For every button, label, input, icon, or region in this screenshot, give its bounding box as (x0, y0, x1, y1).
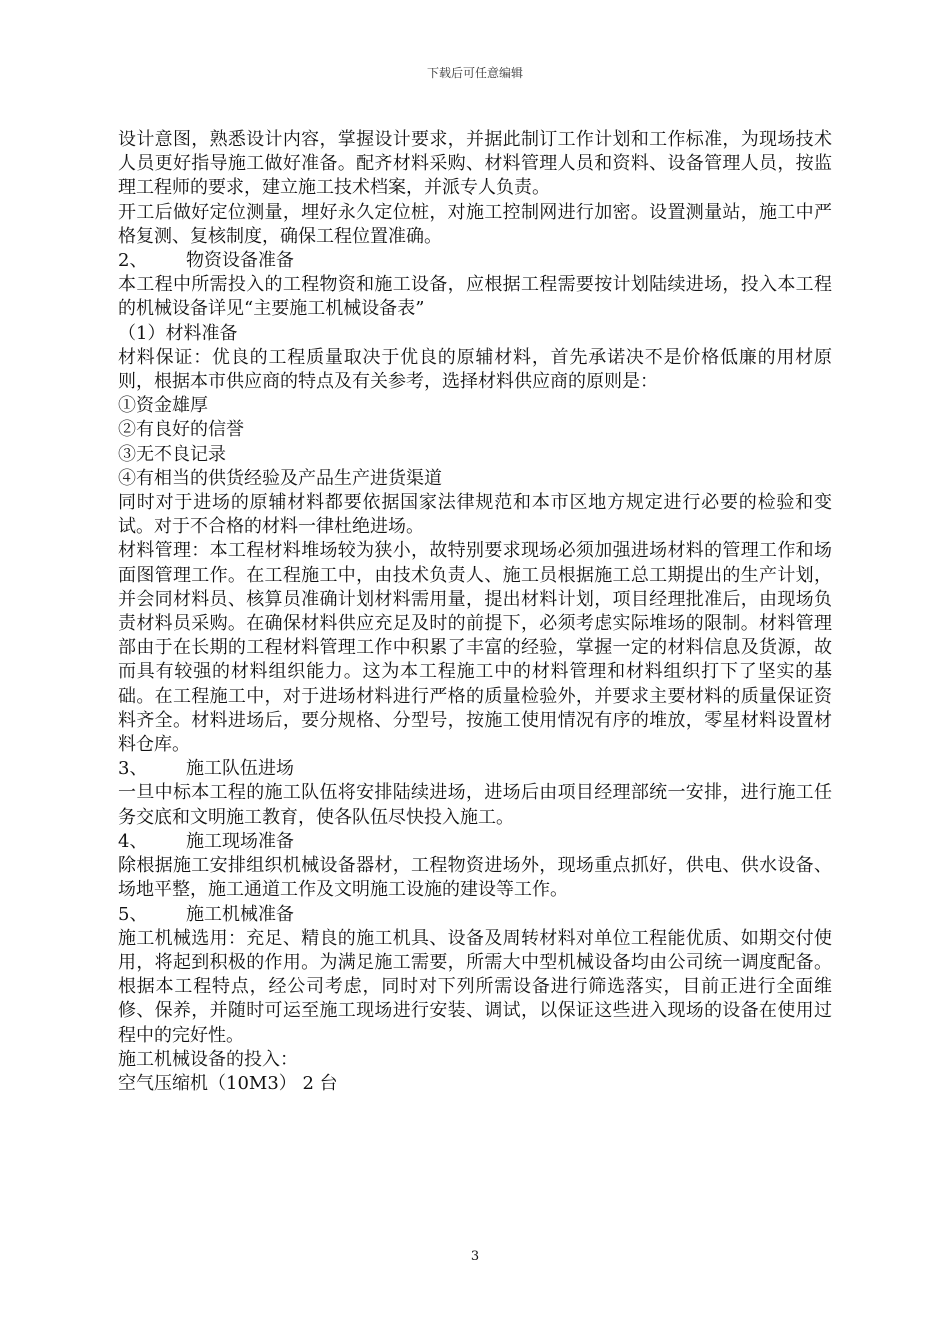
section-number: 2、 (118, 250, 148, 272)
section-heading-materials-equipment (118, 249, 832, 273)
section-heading-crew-entry (118, 757, 832, 781)
paragraph-design-intent: 设计意图，熟悉设计内容，掌握设计要求，并据此制订工作计划和工作标准，为现场技术人员更好指导施工做好准备。配齐材料采购、材料管理人员和资料、设备管理人员，按监理工程师的要求，建立施工技术档案，并派专人负责。 (118, 129, 832, 199)
page-header: 下载后可任意编辑 (426, 66, 523, 80)
paragraph-inspection: 同时对于进场的原辅材料都要依据国家法律规范和本市区地方规定进行必要的检验和变试。对于不合格的材料一律杜绝进场。 (118, 492, 832, 538)
paragraph-material-management: 材料管理：本工程材料堆场较为狭小，故特别要求现场必须加强进场材料的管理工作和场面图管理工作。在工程施工中，由技术负责人、施工员根据施工总工期提出的生产计划，并会同材料员、核算员准确计划材料需用量，提出材料计划，项目经理批准后，由现场负责材料员采购。在确保材料供应充足及时的前提下，必须考虑实际堆场的限制。材料管理部由于在长期的工程材料管理工作中积累了丰富的经验，掌握一定的材料信息及货源，故而具有较强的材料组织能力。这为本工程施工中的材料管理和材料组织打下了坚实的基础。在工程施工中，对于进场材料进行严格的质量检验外，并要求主要材料的质量保证资料齐全。材料进场后，要分规格、分型号，按施工使用情况有序的堆放，零星材料设置材料仓库。 (118, 540, 832, 756)
paragraph-machinery-selection: 施工机械选用：充足、精良的施工机具、设备及周转材料对单位工程能优质、如期交付使用，将起到积极的作用。为满足施工需要，所需大中型机械设备均由公司统一调度配备。根据本工程特点，经公司考虑，同时对下列所需设备进行筛选落实，目前正进行全面维修、保养，并随时可运至施工现场进行安装、调试，以保证这些进入现场的设备在使用过程中的完好性。 (118, 927, 832, 1046)
paragraph-equipment-input: 本工程中所需投入的工程物资和施工设备，应根据工程需要按计划陆续进场，投入本工程的机械设备详见“主要施工机械设备表” (118, 274, 832, 320)
paragraph-site-prep: 除根据施工安排组织机械设备器材，工程物资进场外，现场重点抓好，供电、供水设备、场地平整，施工通道工作及文明施工设施的建设等工作。 (118, 855, 832, 901)
section-heading-machinery-prep (118, 903, 832, 927)
paragraph-machinery-input: 施工机械设备的投入： (118, 1048, 298, 1070)
list-item: ③无不良记录 (118, 443, 226, 465)
list-item: ①资金雄厚 (118, 395, 208, 417)
paragraph-crew-entry: 一旦中标本工程的施工队伍将安排陆续进场，进场后由项目经理部统一安排，进行施工任务交底和文明施工教育，使各队伍尽快投入施工。 (118, 782, 832, 828)
section-title: 施工队伍进场 (186, 758, 294, 780)
page-number: 3 (470, 1249, 480, 1264)
paragraph-survey: 开工后做好定位测量，埋好永久定位桩，对施工控制网进行加密。设置测量站，施工中严格复测、复核制度，确保工程位置准确。 (118, 201, 832, 247)
list-item: ④有相当的供货经验及产品生产进货渠道 (118, 467, 442, 489)
document-body (118, 128, 832, 1096)
section-title: 施工现场准备 (186, 830, 294, 852)
paragraph-air-compressor: 空气压缩机（10M3） 2 台 (118, 1072, 338, 1094)
section-number: 4、 (118, 830, 148, 852)
list-item: ②有良好的信誉 (118, 419, 244, 441)
section-heading-site-prep (118, 830, 832, 854)
section-title: 施工机械准备 (186, 903, 294, 925)
subheading-material-prep: （1）材料准备 (118, 322, 238, 344)
section-title: 物资设备准备 (186, 250, 294, 272)
section-number: 3、 (118, 758, 148, 780)
paragraph-material-guarantee: 材料保证：优良的工程质量取决于优良的原辅材料，首先承诺决不是价格低廉的用材原则，根据本市供应商的特点及有关参考，选择材料供应商的原则是： (118, 346, 832, 393)
section-number: 5、 (118, 903, 148, 925)
